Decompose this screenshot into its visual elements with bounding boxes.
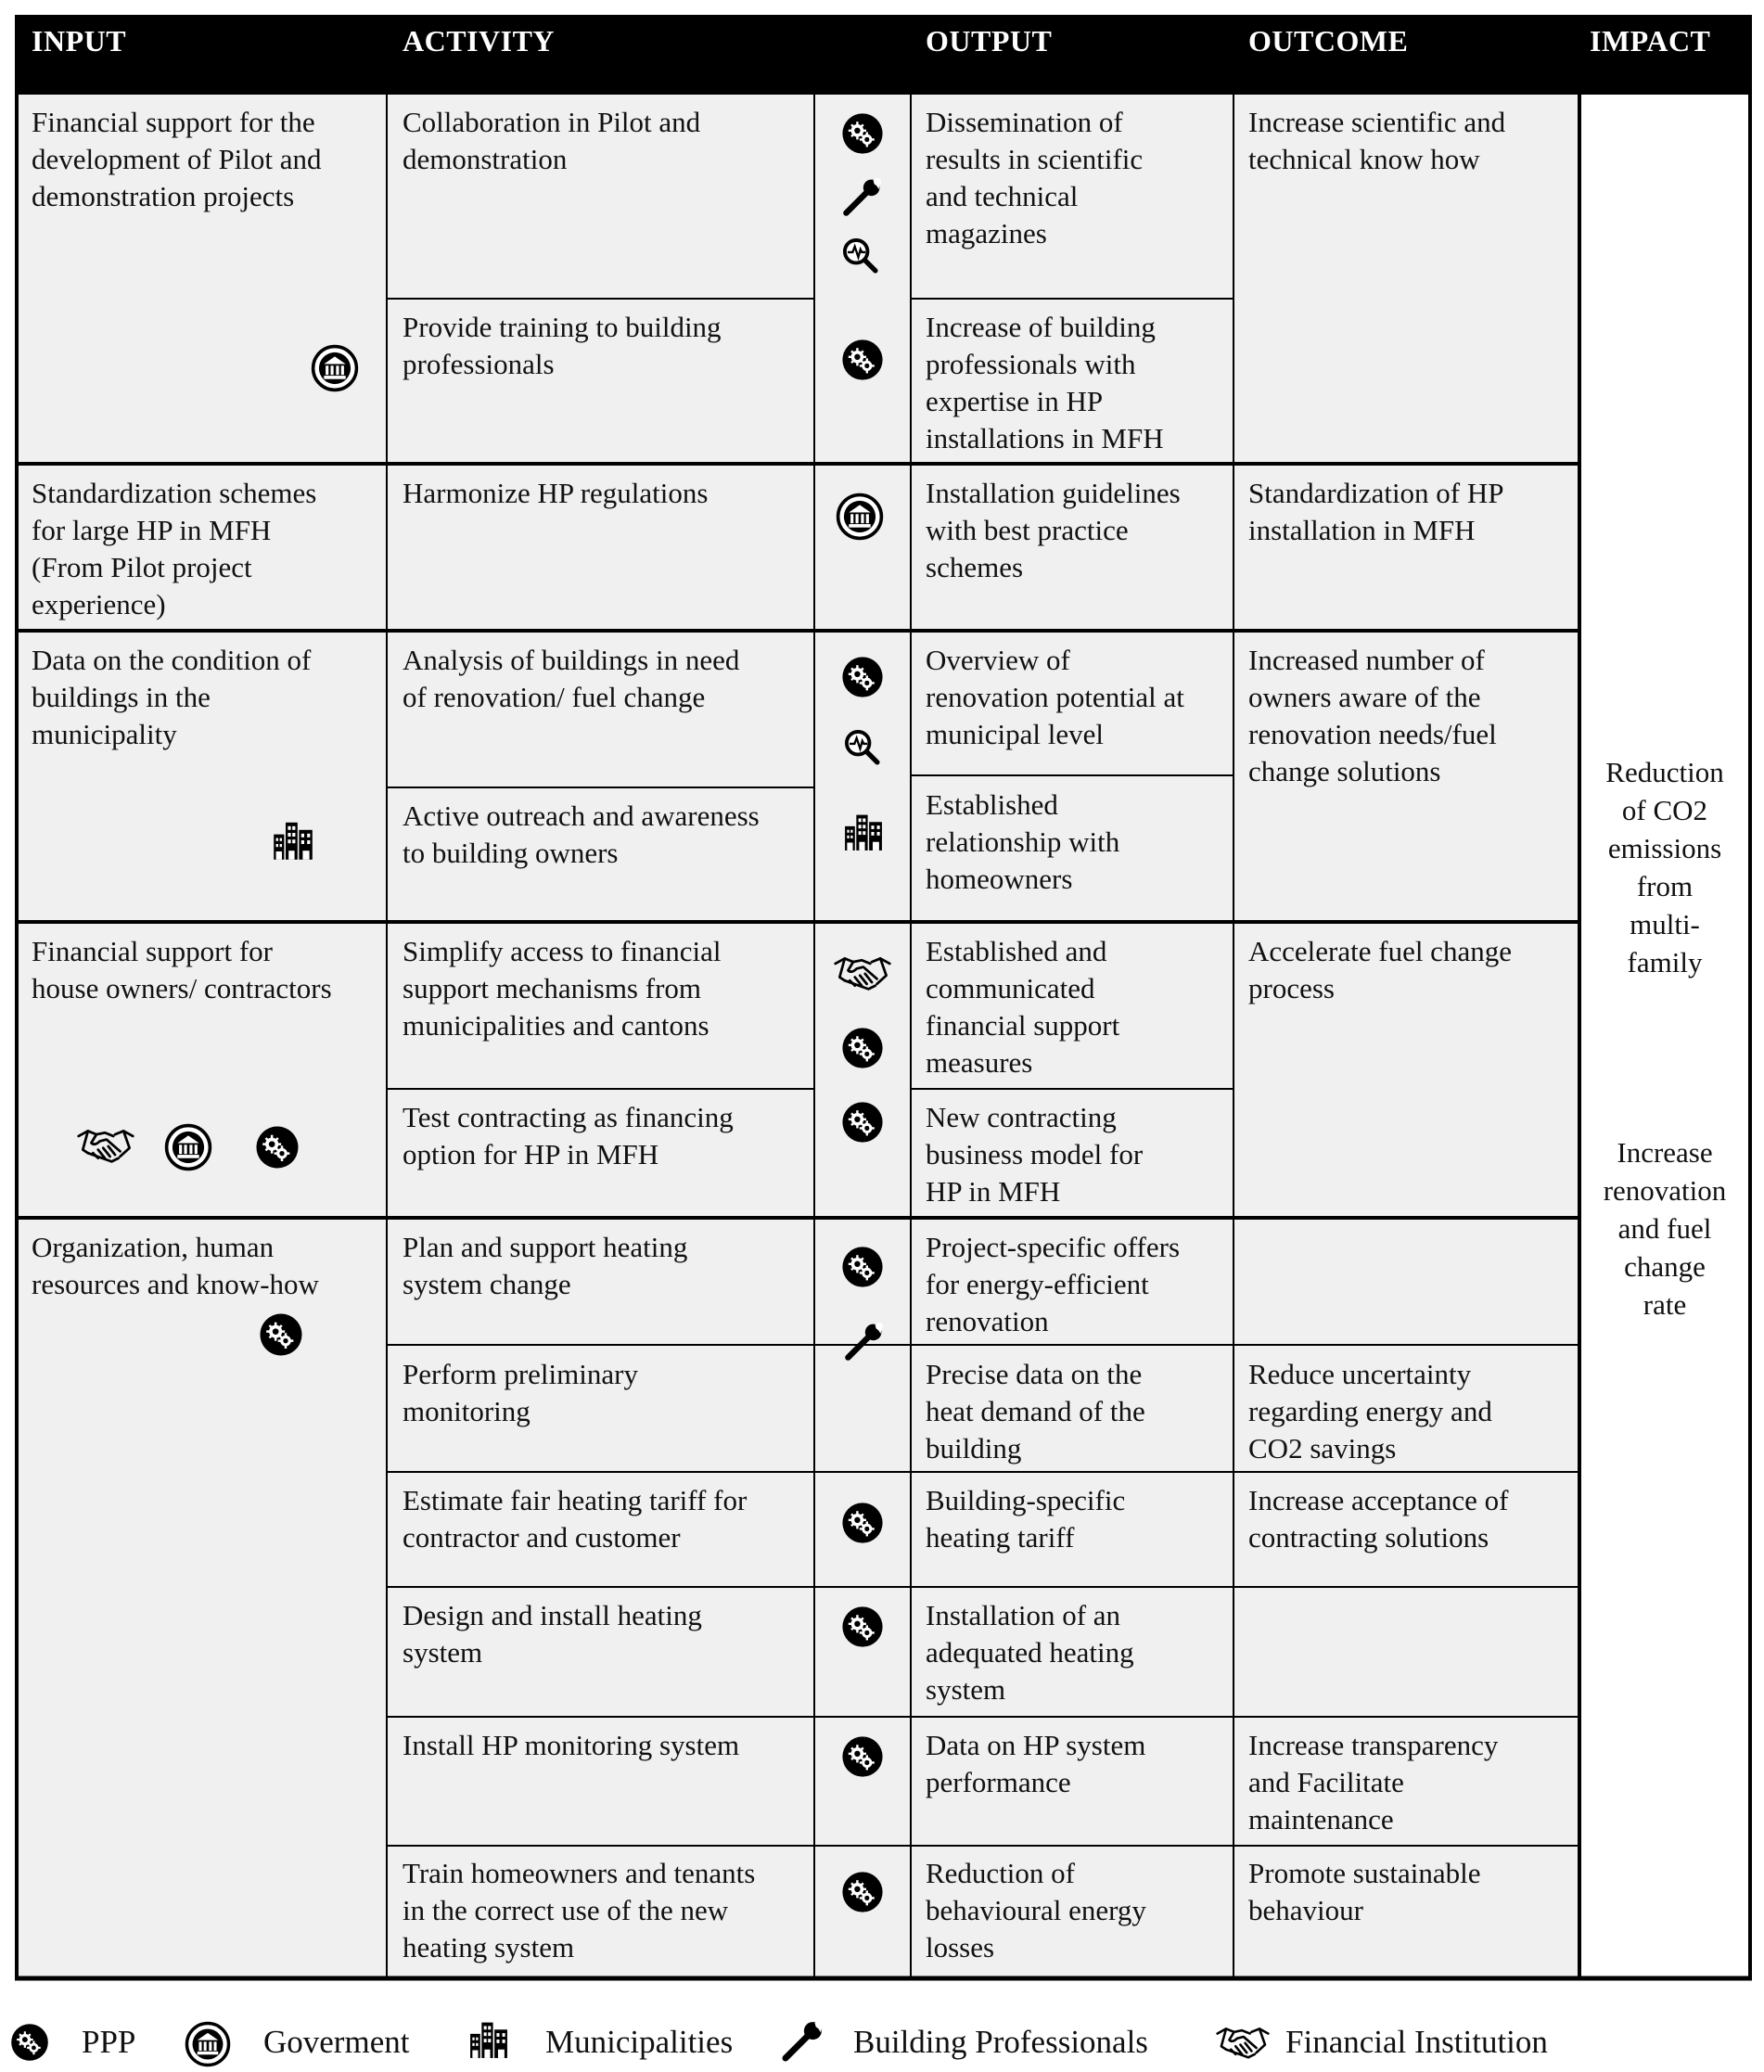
government-icon	[184, 2020, 232, 2068]
input-cell: Standardization schemes for large HP in MFH (From Pilot project experience)	[32, 477, 317, 620]
government-icon	[835, 492, 885, 542]
activity-cell: Provide training to building professionals	[403, 311, 722, 380]
government-icon	[310, 343, 360, 393]
municipalities-icon	[838, 811, 888, 853]
activity-cell: Train homeowners and tenants in the correct use of the new heating system	[403, 1857, 756, 1963]
impact-cell: Reduction of CO2 emissions from multi- family	[1605, 756, 1724, 978]
output-cell: Data on HP system performance	[926, 1729, 1146, 1798]
legend-label-financial-institution: Financial Institution	[1285, 2024, 1548, 2060]
building-professionals-icon	[840, 174, 885, 219]
ppp-icon	[840, 1870, 885, 1914]
outcome-cell: Accelerate fuel change process	[1248, 935, 1512, 1004]
financial-institution-icon	[833, 952, 892, 994]
ppp-icon	[840, 1501, 885, 1545]
input-cell: Data on the condition of buildings in the municipality	[32, 644, 312, 750]
header-input: INPUT	[32, 24, 127, 58]
ppp-icon	[840, 1026, 885, 1070]
financial-institution-icon	[1215, 2022, 1271, 2063]
legend-label-municipalities: Municipalities	[545, 2024, 734, 2060]
ppp-icon	[258, 1311, 304, 1358]
ppp-icon	[840, 1605, 885, 1649]
output-cell: Precise data on the heat demand of the building	[926, 1358, 1145, 1464]
building-professionals-icon	[779, 2016, 827, 2065]
output-cell: Installation of an adequated heating system	[926, 1599, 1134, 1706]
activity-cell: Test contracting as financing option for HP in MFH	[403, 1101, 734, 1170]
magnifier-icon	[838, 234, 881, 276]
header-impact: IMPACT	[1590, 24, 1711, 58]
activity-cell: Active outreach and awareness to building owners	[403, 799, 760, 869]
output-cell: Building-specific heating tariff	[926, 1484, 1126, 1554]
legend-label-ppp: PPP	[82, 2024, 136, 2060]
activity-cell: Estimate fair heating tariff for contractor and customer	[403, 1484, 748, 1554]
magnifier-icon	[840, 725, 883, 768]
output-cell: Reduction of behavioural energy losses	[926, 1857, 1146, 1963]
activity-cell: Perform preliminary monitoring	[403, 1358, 638, 1427]
municipalities-icon	[464, 2018, 514, 2061]
legend-label-government: Goverment	[263, 2024, 410, 2060]
ppp-icon	[840, 111, 885, 156]
body-shade	[17, 95, 1579, 1977]
output-cell: Project-specific offers for energy-efficient renovation	[926, 1231, 1181, 1337]
output-cell: Increase of building professionals with expertise in HP installations in MFH	[926, 311, 1164, 454]
header-band	[15, 15, 1752, 95]
financial-institution-icon	[76, 1124, 135, 1167]
outcome-cell: Reduce uncertainty regarding energy and CO2 savings	[1248, 1358, 1492, 1464]
activity-cell: Simplify access to financial support mechanisms from municipalities and cantons	[403, 935, 722, 1042]
activity-cell: Collaboration in Pilot and demonstration	[403, 106, 701, 175]
outcome-cell: Increase scientific and technical know how	[1248, 106, 1506, 175]
ppp-icon	[840, 1100, 885, 1145]
ppp-icon	[840, 1734, 885, 1779]
outcome-cell: Promote sustainable behaviour	[1248, 1857, 1481, 1926]
ppp-icon	[254, 1124, 300, 1170]
header-activity: ACTIVITY	[403, 24, 556, 58]
output-cell: Overview of renovation potential at municipal level	[926, 644, 1184, 750]
impact-cell: Increase renovation and fuel change rate	[1603, 1136, 1727, 1321]
input-cell: Financial support for house owners/ contractors	[32, 935, 332, 1004]
outcome-cell: Increased number of owners aware of the renovation needs/fuel change solutions	[1248, 644, 1497, 787]
outcome-cell: Increase transparency and Facilitate maintenance	[1248, 1729, 1499, 1835]
ppp-icon	[840, 655, 885, 699]
output-cell: Established and communicated financial support measures	[926, 935, 1120, 1079]
building-professionals-icon	[842, 1319, 887, 1363]
input-cell: Financial support for the development of Pilot and demonstration projects	[32, 106, 322, 212]
header-outcome: OUTCOME	[1248, 24, 1409, 58]
activity-cell: Analysis of buildings in need of renovation/ fuel change	[403, 644, 740, 713]
output-cell: Installation guidelines with best practice schemes	[926, 477, 1181, 583]
legend-label-building-professionals: Building Professionals	[853, 2024, 1148, 2060]
output-cell: New contracting business model for HP in MFH	[926, 1101, 1144, 1208]
output-cell: Established relationship with homeowners	[926, 788, 1120, 895]
government-icon	[163, 1122, 213, 1172]
activity-cell: Install HP monitoring system	[403, 1729, 740, 1761]
activity-cell: Design and install heating system	[403, 1599, 702, 1669]
activity-cell: Harmonize HP regulations	[403, 477, 709, 509]
municipalities-icon	[267, 818, 319, 863]
header-output: OUTPUT	[926, 24, 1053, 58]
input-cell: Organization, human resources and know-how	[32, 1231, 319, 1300]
ppp-icon	[840, 338, 885, 382]
ppp-icon	[9, 2022, 50, 2063]
outcome-cell: Standardization of HP installation in MFH	[1248, 477, 1504, 546]
activity-cell: Plan and support heating system change	[403, 1231, 688, 1300]
output-cell: Dissemination of results in scientific and technical magazines	[926, 106, 1144, 249]
outcome-cell: Increase acceptance of contracting solutions	[1248, 1484, 1509, 1554]
ppp-icon	[840, 1245, 885, 1289]
